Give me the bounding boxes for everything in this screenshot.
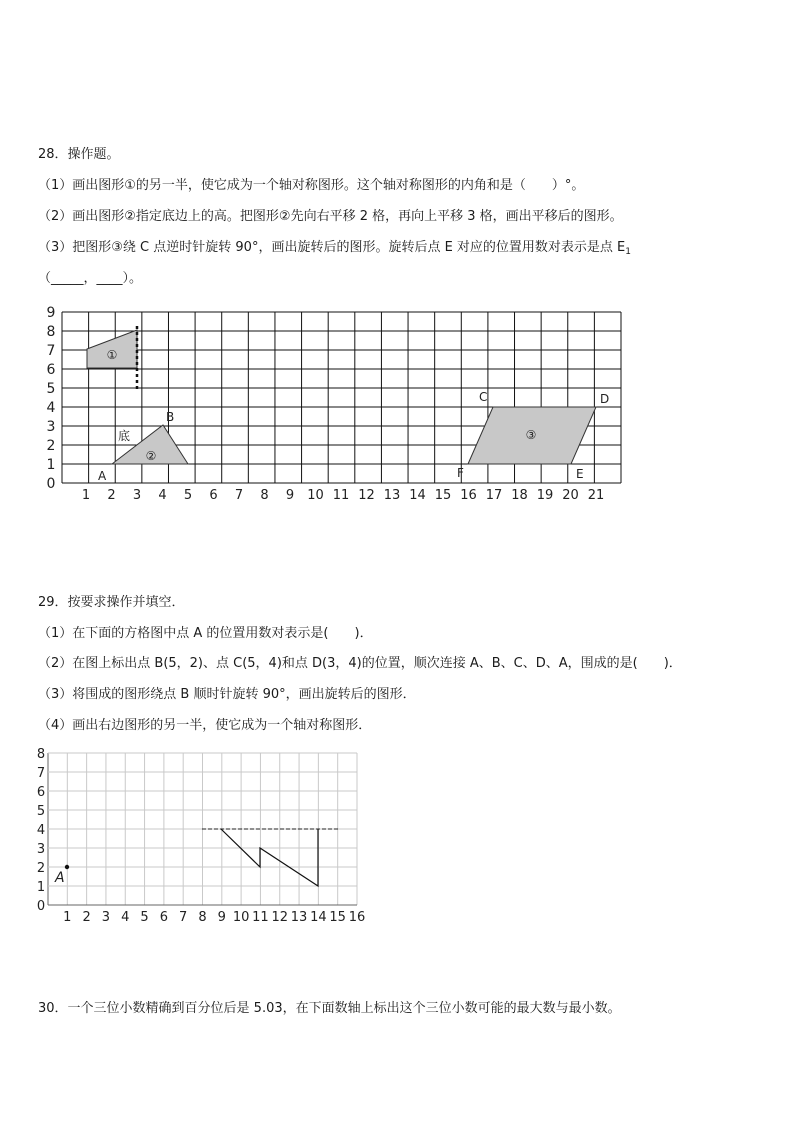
q29-line2: （2）在图上标出点 B(5，2)、点 C(5，4)和点 D(3，4)的位置，顺次连接 A、B、C、D、A，围成的是( )． <box>38 656 682 671</box>
q29-x-tick: 7 <box>179 910 188 925</box>
q29-y-tick: 4 <box>36 823 46 838</box>
q29-x-tick: 11 <box>252 910 269 925</box>
q28-label-F: F <box>457 466 464 480</box>
q29-x-tick: 4 <box>121 910 130 925</box>
q28-x-tick: 4 <box>158 488 167 503</box>
q29-x-tick: 5 <box>140 910 149 925</box>
q28-x-tick: 20 <box>562 488 579 503</box>
q28-x-tick: 5 <box>183 488 193 503</box>
q29-x-tick: 1 <box>63 910 72 925</box>
q28-x-tick: 17 <box>485 488 503 503</box>
q28-y-tick: 4 <box>46 400 56 416</box>
q28-x-tick: 7 <box>234 488 244 503</box>
q29-coordinate-grid <box>0 740 794 930</box>
q28-shape-3-mark: ③ <box>525 428 537 442</box>
q30-text: 30．一个三位小数精确到百分位后是 5.03，在下面数轴上标出这个三位小数可能的最大数与最小数。 <box>38 1001 621 1016</box>
q28-line4: （_____，____）。 <box>38 271 143 286</box>
q28-y-tick: 8 <box>46 324 56 340</box>
q28-title: 28．操作题。 <box>38 147 120 162</box>
q29-x-tick: 16 <box>348 910 366 925</box>
q29-y-tick: 6 <box>36 785 46 800</box>
q28-label-C: C <box>479 390 488 404</box>
q29-label-A: A <box>55 870 65 886</box>
q28-x-tick: 13 <box>383 488 401 503</box>
q29-y-tick: 2 <box>36 861 46 876</box>
q28-shape-1-mark: ① <box>106 348 118 362</box>
q28-label-E: E <box>576 467 584 481</box>
q28-y-tick: 9 <box>46 305 56 321</box>
q28-y-tick: 3 <box>46 419 56 435</box>
q28-y-tick: 5 <box>46 381 56 397</box>
q29-title: 29．按要求操作并填空． <box>38 595 185 610</box>
q29-half-figure <box>221 829 318 886</box>
q28-x-tick: 16 <box>460 488 477 503</box>
q28-line3 <box>38 240 631 260</box>
q28-x-tick: 12 <box>358 488 375 503</box>
q28-x-tick: 21 <box>587 488 605 503</box>
q29-y-tick: 5 <box>36 804 46 819</box>
q28-label-B: B <box>166 410 175 424</box>
q28-x-tick: 2 <box>107 488 116 503</box>
q28-x-tick: 15 <box>434 488 452 503</box>
q28-line2: （2）画出图形②指定底边上的高。把图形②先向右平移 2 格，再向上平移 3 格，画出平移后的图形。 <box>38 209 623 224</box>
q29-point-A <box>65 865 69 869</box>
q29-line3: （3）将围成的图形绕点 B 顺时针旋转 90°，画出旋转后的图形． <box>38 687 416 702</box>
q28-y-tick: 7 <box>46 343 56 359</box>
q28-y-tick: 2 <box>46 438 56 454</box>
q29-x-tick: 2 <box>82 910 91 925</box>
q28-line3-text: （3）把图形③绕 C 点逆时针旋转 90°，画出旋转后的图形。旋转后点 E 对应的位置用数对表示是点 E <box>38 240 626 255</box>
q28-x-tick: 3 <box>132 488 142 503</box>
q28-x-tick: 11 <box>332 488 350 503</box>
q29-x-tick: 8 <box>198 910 207 925</box>
q29-x-tick: 10 <box>232 910 250 925</box>
q28-x-tick: 1 <box>81 488 91 503</box>
q29-line1: （1）在下面的方格图中点 A 的位置用数对表示是( )． <box>38 626 373 641</box>
q28-x-tick: 10 <box>307 488 324 503</box>
q29-x-tick: 15 <box>329 910 346 925</box>
q29-y-tick: 7 <box>36 766 46 781</box>
q28-y-tick: 6 <box>46 362 56 378</box>
q29-y-tick: 3 <box>36 842 46 857</box>
q28-x-tick: 6 <box>209 488 218 503</box>
q29-x-tick: 9 <box>217 910 226 925</box>
q28-y-tick: 0 <box>46 476 56 492</box>
q28-label-D: D <box>600 392 610 406</box>
q29-y-tick: 8 <box>36 747 46 762</box>
q28-label-base: 底 <box>118 429 131 443</box>
q29-y-tick: 1 <box>36 880 46 895</box>
q29-x-tick: 12 <box>271 910 289 925</box>
q29-y-tick: 0 <box>36 899 46 914</box>
q28-shape-2-mark: ② <box>145 449 157 463</box>
q28-label-A: A <box>98 469 107 483</box>
q28-y-tick: 1 <box>46 457 56 473</box>
q28-x-tick: 14 <box>409 488 426 503</box>
q28-x-tick: 8 <box>260 488 269 503</box>
q28-line3-subscript: 1 <box>625 247 632 257</box>
q28-line1: （1）画出图形①的另一半，使它成为一个轴对称图形。这个轴对称图形的内角和是（ ）°。 <box>38 178 585 193</box>
q29-line4: （4）画出右边图形的另一半，使它成为一个轴对称图形． <box>38 718 372 733</box>
q28-x-tick: 19 <box>536 488 554 503</box>
q29-x-tick: 3 <box>101 910 111 925</box>
q29-grid-lines <box>37 747 365 925</box>
q28-x-tick: 9 <box>285 488 295 503</box>
q29-x-tick: 6 <box>159 910 169 925</box>
q29-x-tick: 13 <box>290 910 308 925</box>
q28-x-tick: 18 <box>511 488 528 503</box>
q29-x-tick: 14 <box>310 910 327 925</box>
q28-coordinate-grid <box>0 300 794 520</box>
